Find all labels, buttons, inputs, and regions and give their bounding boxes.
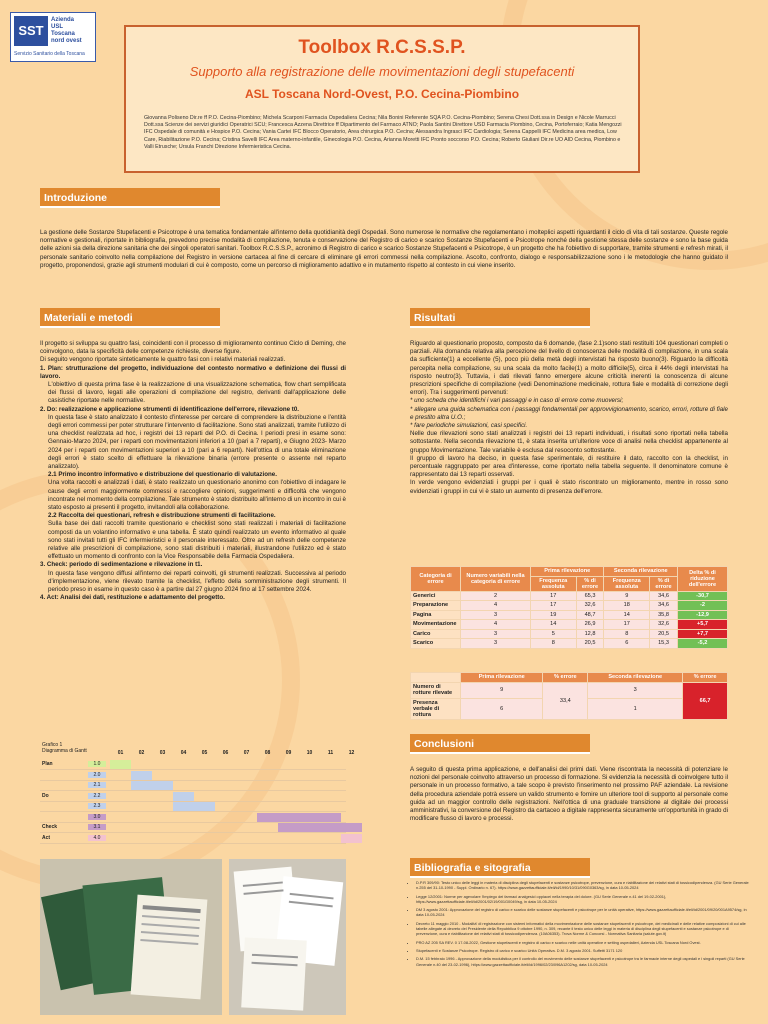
methods-phase: 3. Check: periodo di sedimentazione e rilevazione in t1.: [40, 561, 203, 569]
methods-p: Una volta raccolti e analizzati i dati, è stato realizzato un questionario anonimo con l'obiettivo di indagare le cause degli errori maggiormente commessi e raccogliere opinioni, suggerimenti e difficoltà che vengono incontrate nel momento della compilazione. Tale strumento è stato distribuito all'interno di un incontro in cui è stato esposto ai presenti il progetto, invitandoli alla collaborazione.: [48, 479, 346, 512]
biblio-item: • D.P.R 309/90: Testo unico delle leggi in materia di disciplina degli stupefacenti e sostanze psicotrope, prevenzione, cura e riabilitazione dei relativi stati di tossicodipendenza. (GU Serie Generale n.255 del 31-10-1990 - Suppl. Ordinario n. 67). https://www.gazzettaufficiale.it/eli/id/1990/10/31/090G0363/sg, in data 10-05-2024: [416, 880, 750, 891]
methods-subphase: 2.1 Primo incontro informativo e distribuzione del questionario di valutazione.: [48, 471, 277, 479]
error-cell-f1: 8: [531, 639, 577, 649]
cell-first: 9: [461, 682, 543, 698]
cell-second: 3: [588, 682, 683, 698]
logo: [10, 12, 96, 62]
results-bullet: * fare periodiche simulazioni, casi specifici.: [410, 422, 528, 430]
logo-line: Toscana: [51, 31, 75, 37]
photo-registers: [40, 859, 222, 1015]
error-cell-p1: 48,7: [576, 610, 604, 620]
error-cell-n: 4: [461, 620, 531, 630]
error-table-body: [411, 591, 728, 648]
gantt-phase-label: Act: [42, 834, 51, 841]
results-p: In verde vengono evidenziati i gruppi per i quali è stato riscontrato un miglioramento, mentre in rosso sono evidenziati i gruppi in cui vi è stato un aumento di presenza dell'errore.: [410, 479, 728, 495]
error-cell-p2: 15,3: [650, 639, 678, 649]
methods-phase: 4. Act: Analisi dei dati, restituzione e adattamento del progetto.: [40, 594, 225, 602]
th-first: Prima rilevazione: [531, 567, 604, 577]
gantt-title-line: Grafico 1: [42, 742, 63, 748]
biblio-item: • PRO AZ 205 SA REV. 0 17-08-2022, Gestione stupefacenti e registro di carico e scarico nelle unità operative e setting ospedalieri, Azienda USL Toscana Nord Ovest.: [416, 940, 750, 945]
error-cell-f1: 5: [531, 629, 577, 639]
cell-second: 1: [588, 698, 683, 719]
poster-subtitle: Supporto alla registrazione delle movimentazioni degli stupefacenti: [189, 64, 575, 79]
biblio-heading: Bibliografia e sitografia: [410, 858, 590, 878]
row-label: Numero di rotture rilevate: [411, 682, 461, 698]
methods-p: In questa fase è stato analizzato il contesto d'interesse per cercare di comprendere la distribuzione e l'entità degli errori commessi per poter strutturare l'intervento di facilitazione. Sono stati analizzati, tramite l'utilizzo di una checklist realizzata ad hoc, i registri dei 13 reparti del P.O. di Cecina. I periodi presi in esame sono: Gennaio-Marzo 2024, per i reparti con movimentazioni inferiori a 10 (pari a 7 reparti), e Giugno 2023- Marzo 2024 per i reparti con movimentazioni superiori a 10 (pari a 6 reparti). Nell'ottica di una totale eliminazione degli errori è stato scelto di effettuare la rilevazione binaria (errore presente o assente nel reparto analizzato).: [48, 413, 346, 471]
gantt-code-label: 2.1: [88, 782, 106, 788]
row-label: Presenza verbale di rottura: [411, 698, 461, 719]
biblio-item: • D.M. 15 febbraio 1996 - Approvazione della modulistica per il controllo del movimento delle sostanze stupefacenti e psicotrope tra le farmacie interne degli ospedali e i singoli reparti (GU Serie Generale n.40 del 23-02-1996), https://www.gazzettaufficiale.it/eli/id/1996/02/23/096A1202/sg, data 10-05-2024: [416, 956, 750, 967]
gantt-month-label: 01: [117, 750, 124, 756]
error-cell-d: +7,7: [678, 629, 728, 639]
error-cell-d: -30,7: [678, 591, 728, 601]
error-cell-p1: 26,9: [576, 620, 604, 630]
gantt-phase-label: Do: [42, 792, 49, 799]
gantt-month-label: 05: [201, 750, 208, 756]
error-cell-p2: 20,5: [650, 629, 678, 639]
methods-phase: 1. Plan: strutturazione del progetto, individuazione del contesto normativo e definizione dei flussi di lavoro.: [40, 364, 346, 380]
error-cell-cat: Movimentazione: [411, 620, 461, 630]
error-cell-p2: 34,6: [650, 601, 678, 611]
gantt-row: [40, 760, 346, 770]
gantt-bar: [131, 781, 173, 790]
error-cell-f2: 14: [604, 610, 650, 620]
error-cell-f1: 19: [531, 610, 577, 620]
gantt-month-label: 11: [327, 750, 334, 756]
error-row: [411, 610, 728, 620]
cell-pct-second: 66,7: [683, 682, 728, 719]
results-heading: Risultati: [410, 308, 590, 328]
logo-name: [51, 17, 95, 45]
gantt-code-label: 3.1: [88, 824, 106, 830]
cell-pct-first: 33,4: [543, 682, 588, 719]
gantt-code-label: 4.0: [88, 835, 106, 841]
gantt-month-label: 08: [264, 750, 271, 756]
methods-p: L'obiettivo di questa prima fase è la realizzazione di una visualizzazione schematica, flow chart semplificata dei flussi di lavoro, legati alle operazioni di compilazione del registro, derivanti dall'applicazione delle casistiche riportate nelle normative.: [48, 381, 346, 405]
gantt-subtitle-line: Diagramma di Gantt: [42, 748, 87, 754]
th-freq: Frequenza assoluta: [604, 576, 650, 591]
logo-line: USL: [51, 24, 63, 30]
gantt-month-label: 02: [138, 750, 145, 756]
th-category: Categoria di errore: [411, 567, 461, 592]
gantt-bar: [173, 802, 215, 811]
gantt-chart: [40, 742, 355, 850]
authors: Giovanna Poliseno Dir.re ff P.O. Cecina-Piombino; Michela Scarponi Farmacia Ospedaliera Cecina; Nila Bonini Referente SQA P.O. Cecina-Piombino; Serena Chesi Dott.ssa in Design e Nicole Marrucci Dott.ssa Scienze dei servizi giuridici Operatrici SCU; Francesca Azzena Direttrice ff Dipartimento del Farmaco ATNO; Paola Santini Direttore USD Farmacia Piombino, Cecina, Portoferraio; Katia Mengozzi IFC Ospedale di comunità e Hospice P.O. Cecina; Vania Cartei IFC Blocco Operatorio, Area chirurgica P.O. Cecina; Alessandra Ingrasci IFC Cardiologia; Serena Cappelli IFC Medicina area medica, Low Care, Riabilitazione P.O. Cecina; Cristina Savelli IFC Area materno-infantile, Ginecologia P.O. Cecina, Arianna Moretti IFC Pronto soccorso P.O. Cecina; Roberto Giuliani Dir.re UO AID Cecina, Piombino e Valli Etrusche; Ursula Franchi Direzione Infermieristica Cecina.: [144, 115, 622, 150]
error-cell-n: 3: [461, 610, 531, 620]
intro-text: La gestione delle Sostanze Stupefacenti e Psicotrope è una tematica fondamentale all'interno della quotidianità degli Ospedali. Sono numerose le normative che regolamentano i molteplici aspetti riguardanti il ciclo di vita di tali sostanze. Queste regole normative e gestionali, riportate in bibliografia, prevedono precise modalità di compilazione, tenuta e conservazione del Registro di carico e scarico Sostanze Stupefacenti e Psicotrope nonché della gestione stessa delle sostanze e sono la base guida delle azioni sia della direzione sanitaria che dei singoli operatori sanitari. Toolbox R.C.S.S.P., acronimo di Registro di carico e scarico Sostanze Stupefacenti e Psicotrope, è un progetto che ha l'obiettivo di supportare, tramite strumenti e refresh mirati, il personale sanitario coinvolto nella compilazione del Registro in versione cartacea al fine di cercare di eliminare gli errori commessi nella compilazione. Ascolto, confronto, dialogo e responsabilizzazione sono i le metodologie che hanno guidato il progetto, proponendosi, grazie agli strumenti modulari di cui è composto, come un percorso di miglioramento adattivo e in mutamento rispetto al contesto in cui viene inserito.: [40, 229, 728, 269]
gantt-row: [40, 771, 346, 781]
methods-text: [40, 340, 346, 603]
th-numvars: Numero variabili nella categoria di errore: [461, 567, 531, 592]
gantt-month-label: 03: [159, 750, 166, 756]
error-cell-f2: 18: [604, 601, 650, 611]
gantt-bar: [278, 823, 362, 832]
methods-p: Il progetto si sviluppa su quattro fasi, coincidenti con il processo di miglioramento continuo Ciclo di Deming, che coinvolgono, data la specificità delle competenze richieste, diverse figure.: [40, 340, 346, 356]
results-p: Nelle due rilevazioni sono stati analizzati i registri dei 13 reparti individuati, i risultati sono riportati nella tabella sottostante. Nella seconda rilevazione t1, è stata inserita un'ulteriore voce di analisi nella checklist appartenente al gruppo Movimentazione. Tale variabile è esclusa dal resoconto sottostante.: [410, 430, 728, 454]
gantt-month-label: 04: [180, 750, 187, 756]
error-cell-f2: 17: [604, 620, 650, 630]
gantt-bar: [341, 834, 362, 843]
th-blank: [411, 673, 461, 683]
gantt-bar: [131, 771, 152, 780]
error-cell-n: 4: [461, 601, 531, 611]
th-second: Seconda rilevazione: [588, 673, 683, 683]
photo-documents: [229, 859, 346, 1015]
logo-line: nord ovest: [51, 38, 82, 44]
th-pct: % di errore: [650, 576, 678, 591]
gantt-phase-label: Plan: [42, 761, 53, 767]
biblio-list: [410, 880, 750, 970]
th-second: Seconda rilevazione: [604, 567, 678, 577]
methods-phase: 2. Do: realizzazione e applicazione strumenti di identificazione dell'errore, rilevazione t0.: [40, 405, 300, 413]
th-delta: Delta % di riduzione dell'errore: [678, 567, 728, 592]
cell-first: 6: [461, 698, 543, 719]
error-cell-cat: Pagina: [411, 610, 461, 620]
gantt-code-label: 3.0: [88, 814, 106, 820]
gantt-code-label: 2.2: [88, 793, 106, 799]
error-cell-f1: 17: [531, 591, 577, 601]
gantt-code-label: 2.3: [88, 803, 106, 809]
error-cell-cat: Generici: [411, 591, 461, 601]
th-first: Prima rilevazione: [461, 673, 543, 683]
error-cell-f2: 9: [604, 591, 650, 601]
error-cell-d: +5,7: [678, 620, 728, 630]
biblio-item: • Stupefacenti e Sostanze Psicotrope. Registro di carico e scarico Unità Operativa. D.M. 3 agosto 2001. Suffetti 3171 120: [416, 948, 750, 953]
results-p: Il gruppo di lavoro ha deciso, in questa fase sperimentale, di restituire il dato, raccolto con la checklist, in percentuale raggruppato per area d'interesse, come riportato nella tabella seguente. Il denominatore comune è rappresentato dai 13 reparti osservati.: [410, 454, 728, 479]
error-cell-p1: 20,5: [576, 639, 604, 649]
error-cell-f1: 14: [531, 620, 577, 630]
results-p: Riguardo al questionario proposto, composto da 6 domande, (fase 2.1)sono stati restituiti 104 questionari completi o parziali. Alla domanda relativa alla percezione del livello di conoscenza delle modalità di compilazione, in una scala da sufficiente(1) a eccellente (5), poco più della metà degli intervistati ha risposto buono(3). Riguardo la difficoltà percepita nella compilazione, su una scala da molto facile(1) a molto difficile(5), circa il 44% degli intervistati ha risposto neutro(3). Tuttavia, i dati rilevati fanno emergere alcune criticità inerenti la conoscenza di alcune prescrizioni specifiche di compilazione (vedi Denominazione medicinale, rottura fiale e modalità di correzione degli errori). Tra i suggerimenti pervenuti:: [410, 340, 728, 397]
gantt-month-label: 06: [222, 750, 229, 756]
error-cell-f2: 6: [604, 639, 650, 649]
error-cell-d: -2: [678, 601, 728, 611]
error-row: [411, 639, 728, 649]
conclusions-text: A seguito di questa prima applicazione, e dell'analisi dei primi dati. Viene riscontrata la necessità di potenziare le nozioni del personale coinvolto attraverso un processo di formazione. Si evidenzia la necessità di coinvolgere tutto il personale in un processo formativo, a tale scopo è previsto l'inserimento nel prossimo PAF aziendale. La revisione della procedura aziendale potrà essere un valido strumento e fornire un ulteriore tool di supporto al personale come guida ad un maggior controllo delle registrazioni. Nell'ottica di una graduale transizione al digitale dei processi amministrativi, la conversione del Registro da cartaceo a digitale rappresenta sicuramente un'opportunità in grado di modificare flusso di lavoro e processi.: [410, 766, 728, 823]
error-row: [411, 601, 728, 611]
registers-illustration: [40, 859, 222, 1015]
error-cell-cat: Carico: [411, 629, 461, 639]
gantt-row: [40, 781, 346, 791]
methods-p: Sulla base dei dati raccolti tramite questionario e checklist sono stati realizzati i materiali di facilitazione composti da un volantino informativo e una tabella. È stato quindi realizzato un evento informativo al quale sono stati invitati tutti gli IFC infermieristici e il personale interessato. Oltre ad un refresh delle competenze relative alle prescrizioni di compilazione, sono stati distribuiti i materiali, illustrandone l'utilizzo ed è stato effettuato un momento di confronto con la Vice Responsabile della Farmacia Ospedaliera.: [48, 520, 346, 561]
error-cell-p1: 32,6: [576, 601, 604, 611]
error-row: [411, 629, 728, 639]
th-freq: Frequenza assoluta: [531, 576, 577, 591]
results-bullet: * uno scheda che identifichi i vari passaggi e in caso di errore come muoversi;: [410, 397, 624, 405]
documents-illustration: [229, 859, 346, 1015]
gantt-bar: [110, 760, 131, 769]
gantt-code-label: 1.0: [88, 761, 106, 767]
error-cell-f2: 8: [604, 629, 650, 639]
error-cell-p2: 34,6: [650, 591, 678, 601]
error-cell-p1: 65,3: [576, 591, 604, 601]
error-row: [411, 591, 728, 601]
error-cell-p1: 12,8: [576, 629, 604, 639]
error-table: [410, 566, 728, 649]
logo-mark: SST: [14, 16, 48, 46]
error-cell-n: 3: [461, 639, 531, 649]
methods-p: In questa fase vengono diffusi all'interno dei reparti coinvolti, gli strumenti realizzati. Successiva al periodo d'implementazione, viene rilevato tramite la checklist, l'effetto della somministrazione degli strumenti. Il periodo preso in esame in questo caso è a partire dal 27 giugno 2024 fino al 17 settembre 2024.: [48, 569, 346, 594]
gantt-month-label: 10: [306, 750, 313, 756]
gantt-month-label: 09: [285, 750, 292, 756]
logo-line: Azienda: [51, 17, 75, 23]
error-cell-f1: 17: [531, 601, 577, 611]
poster-org: ASL Toscana Nord-Ovest, P.O. Cecina-Piombino: [244, 87, 520, 101]
gantt-title: [42, 742, 87, 754]
results-text: [410, 340, 728, 496]
gantt-month-label: 12: [348, 750, 355, 756]
poster-title: Toolbox R.C.S.S.P.: [298, 37, 466, 58]
gantt-code-label: 2.0: [88, 772, 106, 778]
biblio-item: • Decreto 11 maggio 2010 - Modalità' di registrazione con sistemi informatici della movimentazione delle sostanze stupefacenti e psicotrope, dei medicinali e delle relative composizioni di cui alle tabelle allegate al decreto del Presidente della Repubblica 9 ottobre 1990, n. 309, recante il testo unico delle leggi in materia di disciplina degli stupefacenti e sostanze psicotrope e di prevenzione, cura e riabilitazione dei relativi stati di tossicodipendenza. (10A06353). Trova Norme & Concorsi - Normativa Sanitaria (salute.gov.it): [416, 921, 750, 937]
gantt-row: [40, 834, 346, 844]
th-pct: % errore: [543, 673, 588, 683]
biblio-item: • Legge 12/2001: Norme per agevolare l'impiego dei farmaci analgesici oppiacei nella terapia del dolore. (GU Serie Generale n.41 del 19-02-2001), https://www.gazzettaufficiale.it/eli/id/2001/02/19/001G0049/sg, in data 10-05-2024: [416, 894, 750, 905]
biblio-item: • DM 3 agosto 2001: Approvazione del registro di carico e scarico delle sostanze stupefacenti e psicotrope per le unità operative, https://www.gazzettaufficiale.it/eli/id/2001/09/20/001A9574/sg, in data 10-05-2024: [416, 907, 750, 918]
gantt-bar: [173, 792, 194, 801]
rottura-table: [410, 672, 728, 720]
error-cell-p2: 35,8: [650, 610, 678, 620]
gantt-bar: [257, 813, 341, 822]
error-cell-d: -5,2: [678, 639, 728, 649]
error-cell-n: 2: [461, 591, 531, 601]
results-bullet: * allegare una guida schematica con i passaggi fondamentali per approvvigionamento, scarico, errori, rotture di fiale e prestito altra U.O.;: [410, 405, 728, 421]
error-row: [411, 620, 728, 630]
title-box: [124, 25, 640, 173]
methods-heading: Materiali e metodi: [40, 308, 220, 328]
error-cell-p2: 32,6: [650, 620, 678, 630]
th-pct: % di errore: [576, 576, 604, 591]
error-cell-cat: Preparazione: [411, 601, 461, 611]
methods-p: Di seguito vengono riportate sinteticamente le quattro fasi con i relativi materiali realizzati.: [40, 356, 286, 364]
gantt-phase-label: Check: [42, 824, 58, 830]
error-cell-cat: Scarico: [411, 639, 461, 649]
error-cell-n: 3: [461, 629, 531, 639]
methods-subphase: 2.2 Raccolta dei questionari, refresh e distribuzione strumenti di facilitazione.: [48, 512, 276, 520]
th-pct2: % errore: [683, 673, 728, 683]
logo-subtitle: Servizio Sanitario della Toscana: [14, 51, 85, 57]
conclusions-heading: Conclusioni: [410, 734, 590, 754]
error-cell-d: -12,9: [678, 610, 728, 620]
intro-heading: Introduzione: [40, 188, 220, 208]
gantt-month-label: 07: [243, 750, 250, 756]
